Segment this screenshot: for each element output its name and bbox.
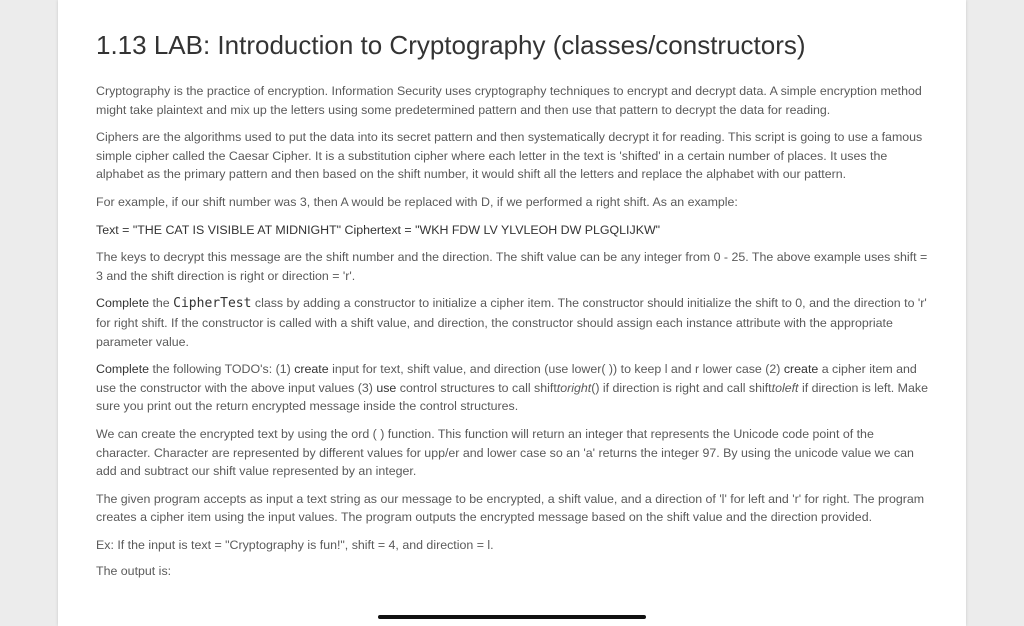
paragraph-ord-function: We can create the encrypted text by using the ord ( ) function. This function will return an integer that represents the Unicode code point of the character. Character are represented by different values for upp/er and lower case so an 'a' returns the integer 97. By using the unicode value we can add and subtract our shift value represented by an integer. — [96, 426, 914, 479]
document-page — [58, 0, 966, 626]
paragraph-keys: The keys to decrypt this message are the shift number and the direction. The shift value can be any integer from 0 - 25. The above example uses shift = 3 and the shift direction is right or direction = 'r'. — [96, 250, 928, 283]
paragraph-example: For example, if our shift number was 3, then A would be replaced with D, if we performed a right shift. As an example: — [96, 194, 738, 209]
home-indicator-bar[interactable] — [378, 615, 646, 619]
code-class-name: CipherTest — [173, 296, 252, 312]
paragraph-constructor-task: Complete the CipherTest class by adding a constructor to initialize a cipher item. The constructor should initialize the shift to 0, and the direction to 'r' for right shift. If the constructor is called with a shift value, and direction, the constructor should assign each instance attribute with the appropriate parameter value. — [96, 296, 927, 349]
paragraph-example-text: Text = "THE CAT IS VISIBLE AT MIDNIGHT" Ciphertext = "WKH FDW LV YLVLEOH DW PLGQLIJKW" — [96, 222, 661, 237]
paragraph-intro: Cryptography is the practice of encryption. Information Security uses cryptography techniques to encrypt and decrypt data. A simple encryption method might take plaintext and mix up the letters using some predetermined pattern and then use that pattern to decrypt the data for reading. — [96, 84, 922, 117]
paragraph-input-example: Ex: If the input is text = "Cryptography is fun!", shift = 4, and direction = l. — [96, 537, 494, 552]
page-title: 1.13 LAB: Introduction to Cryptography (classes/constructors) — [96, 30, 806, 60]
emphasis-complete: Complete — [96, 362, 150, 377]
paragraph-output-label: The output is: — [96, 564, 172, 579]
paragraph-ciphers: Ciphers are the algorithms used to put the data into its secret pattern and then systematically decrypt it for reading. This script is going to use a famous simple cipher called the Caesar Cipher. It is a substitution cipher where each letter in the text is 'shifted' in a certain number of places. It uses the alphabet as the primary pattern and then based on the shift number, it would shift all the letters and replace the alphabet with our pattern. — [96, 130, 923, 182]
paragraph-todo-task: Complete the following TODO's: (1) create input for text, shift value, and direction (use lower( )) to keep l and r lower case (2) create a cipher item and use the constructor with the above input values (3) use control structures to call shifttoright() if direction is right and call shifttoleft if direction is left. Make sure you print out the return encrypted message inside the control structures. — [96, 362, 928, 414]
emphasis-use: use — [376, 380, 397, 395]
emphasis-create: create — [294, 362, 329, 377]
paragraph-program-description: The given program accepts as input a text string as our message to be encrypted, a shift value, and a direction of 'l' for left and 'r' for right. The program creates a cipher item using the input values. The program outputs the encrypted message based on the shift value and the direction provided. — [96, 491, 925, 525]
emphasis-toleft: toleft — [771, 380, 799, 395]
emphasis-toright: toright — [556, 380, 592, 395]
document-content — [96, 28, 930, 590]
emphasis-complete: Complete — [96, 296, 150, 311]
emphasis-create: create — [783, 362, 819, 377]
